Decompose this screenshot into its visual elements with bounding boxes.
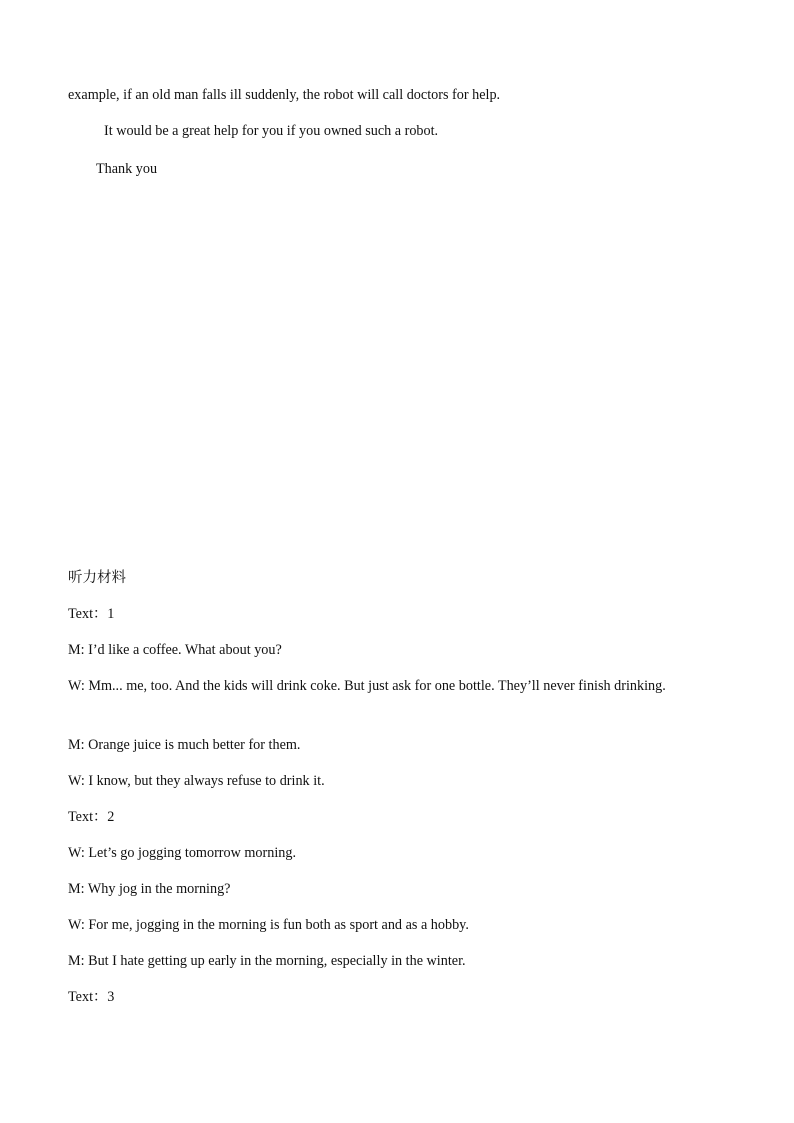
dialogue-line: W: For me, jogging in the morning is fun both as sport and as a hobby. (68, 917, 469, 933)
listening-heading: 听力材料 (68, 570, 126, 586)
dialogue-line: M: But I hate getting up early in the morning, especially in the winter. (68, 953, 466, 969)
essay-sign-off: Thank you (96, 161, 158, 177)
text-label: Text：2 (68, 809, 115, 825)
text-label: Text：3 (68, 989, 115, 1005)
dialogue-line: W: I know, but they always refuse to drink it. (68, 773, 325, 789)
essay-closing-sentence: It would be a great help for you if you owned such a robot. (104, 123, 439, 139)
dialogue-line: W: Let’s go jogging tomorrow morning. (68, 845, 297, 861)
text-label: Text：1 (68, 606, 115, 622)
dialogue-line: M: I’d like a coffee. What about you? (68, 642, 282, 658)
essay-continuation-line: example, if an old man falls ill suddenly, the robot will call doctors for help. (68, 87, 501, 103)
dialogue-line: M: Orange juice is much better for them. (68, 737, 301, 753)
dialogue-line: W: Mm... me, too. And the kids will drink coke. But just ask for one bottle. They’ll never finish drinking. (68, 678, 666, 694)
dialogue-line: M: Why jog in the morning? (68, 881, 231, 897)
